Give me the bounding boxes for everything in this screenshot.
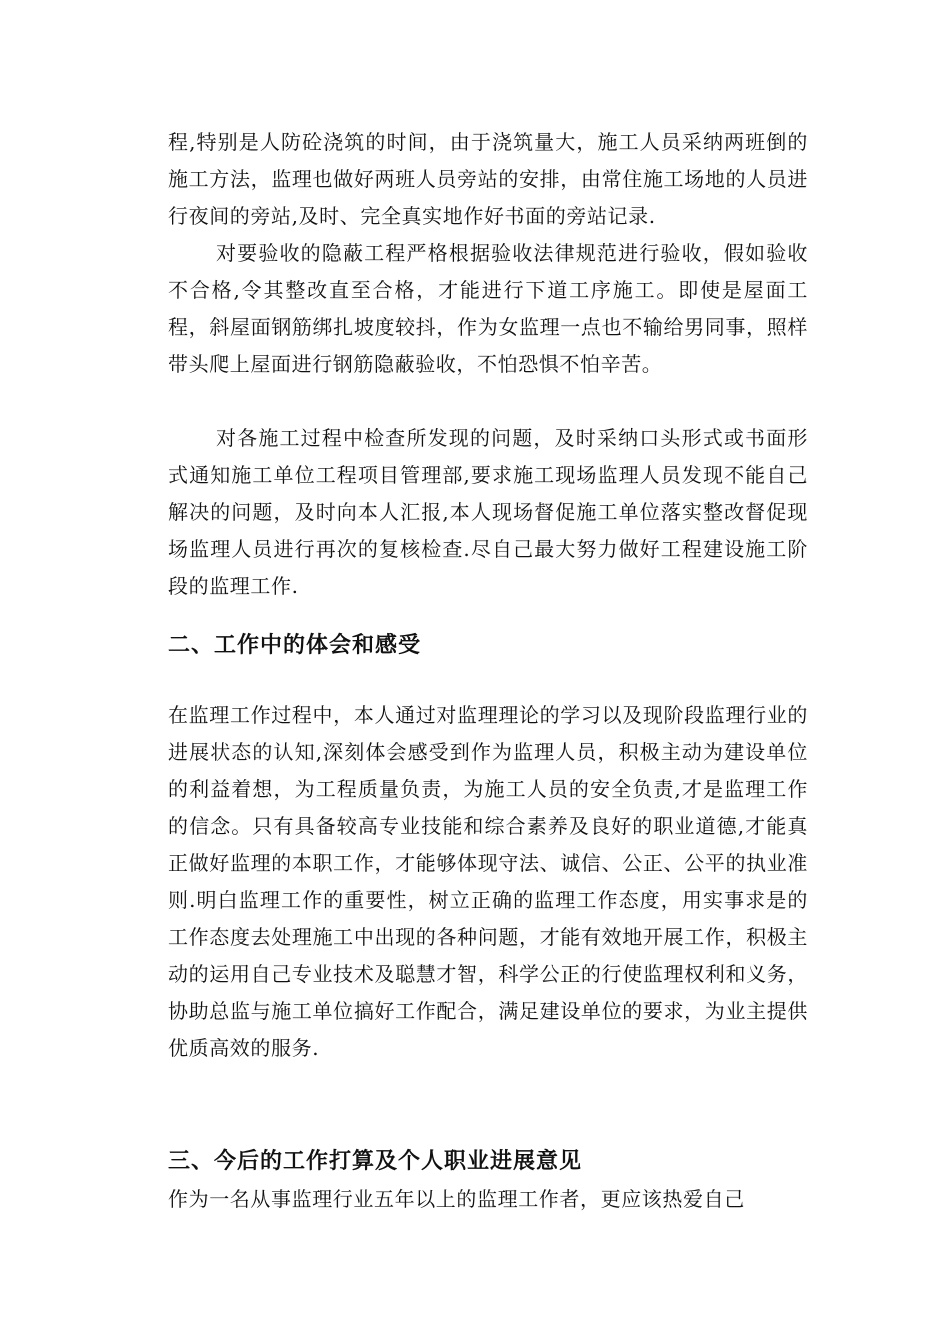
paragraph-experience: 在监理工作过程中，本人通过对监理理论的学习以及现阶段监理行业的进展状态的认知,深刻体会感受到作为监理人员，积极主动为建设单位的利益着想，为工程质量负责，为施工人员的安全负责,才是监理工作的信念。只有具备较高专业技能和综合素养及良好的职业道德,才能真正做好监理的本职工作，才能够体现守法、诚信、公正、公平的执业准则.明白监理工作的重要性，树立正确的监理工作态度，用实事求是的工作态度去处理施工中出现的各种问题，才能有效地开展工作，积极主动的运用自己专业技术及聪慧才智，科学公正的行使监理权利和义务，协助总监与施工单位搞好工作配合，满足建设单位的要求，为业主提供优质高效的服务. bbox=[168, 703, 808, 1060]
section-heading-future-plans: 三、今后的工作打算及个人职业进展意见 bbox=[168, 1148, 583, 1174]
paragraph-problem-handling: 对各施工过程中检查所发现的问题，及时采纳口头形式或书面形式通知施工单位工程项目管理部,要求施工现场监理人员发现不能自己解决的问题，及时向本人汇报,本人现场督促施工单位落实整改督促现场监理人员进行再次的复核检查.尽自己最大努力做好工程建设施工阶段的监理工作. bbox=[168, 426, 808, 598]
paragraph-hidden-works-inspection: 对要验收的隐蔽工程严格根据验收法律规范进行验收，假如验收不合格,令其整改直至合格，才能进行下道工序施工。即使是屋面工程，斜屋面钢筋绑扎坡度较抖，作为女监理一点也不输给男同事，照样带头爬上屋面进行钢筋隐蔽验收，不怕恐惧不怕辛苦。 bbox=[168, 241, 808, 376]
section-heading-experience: 二、工作中的体会和感受 bbox=[168, 632, 422, 658]
paragraph-future-plans: 作为一名从事监理行业五年以上的监理工作者，更应该热爱自己 bbox=[168, 1187, 745, 1211]
paragraph-continuation: 程,特别是人防砼浇筑的时间，由于浇筑量大，施工人员采纳两班倒的施工方法，监理也做好两班人员旁站的安排，由常住施工场地的人员进行夜间的旁站,及时、完全真实地作好书面的旁站记录. bbox=[168, 130, 808, 228]
